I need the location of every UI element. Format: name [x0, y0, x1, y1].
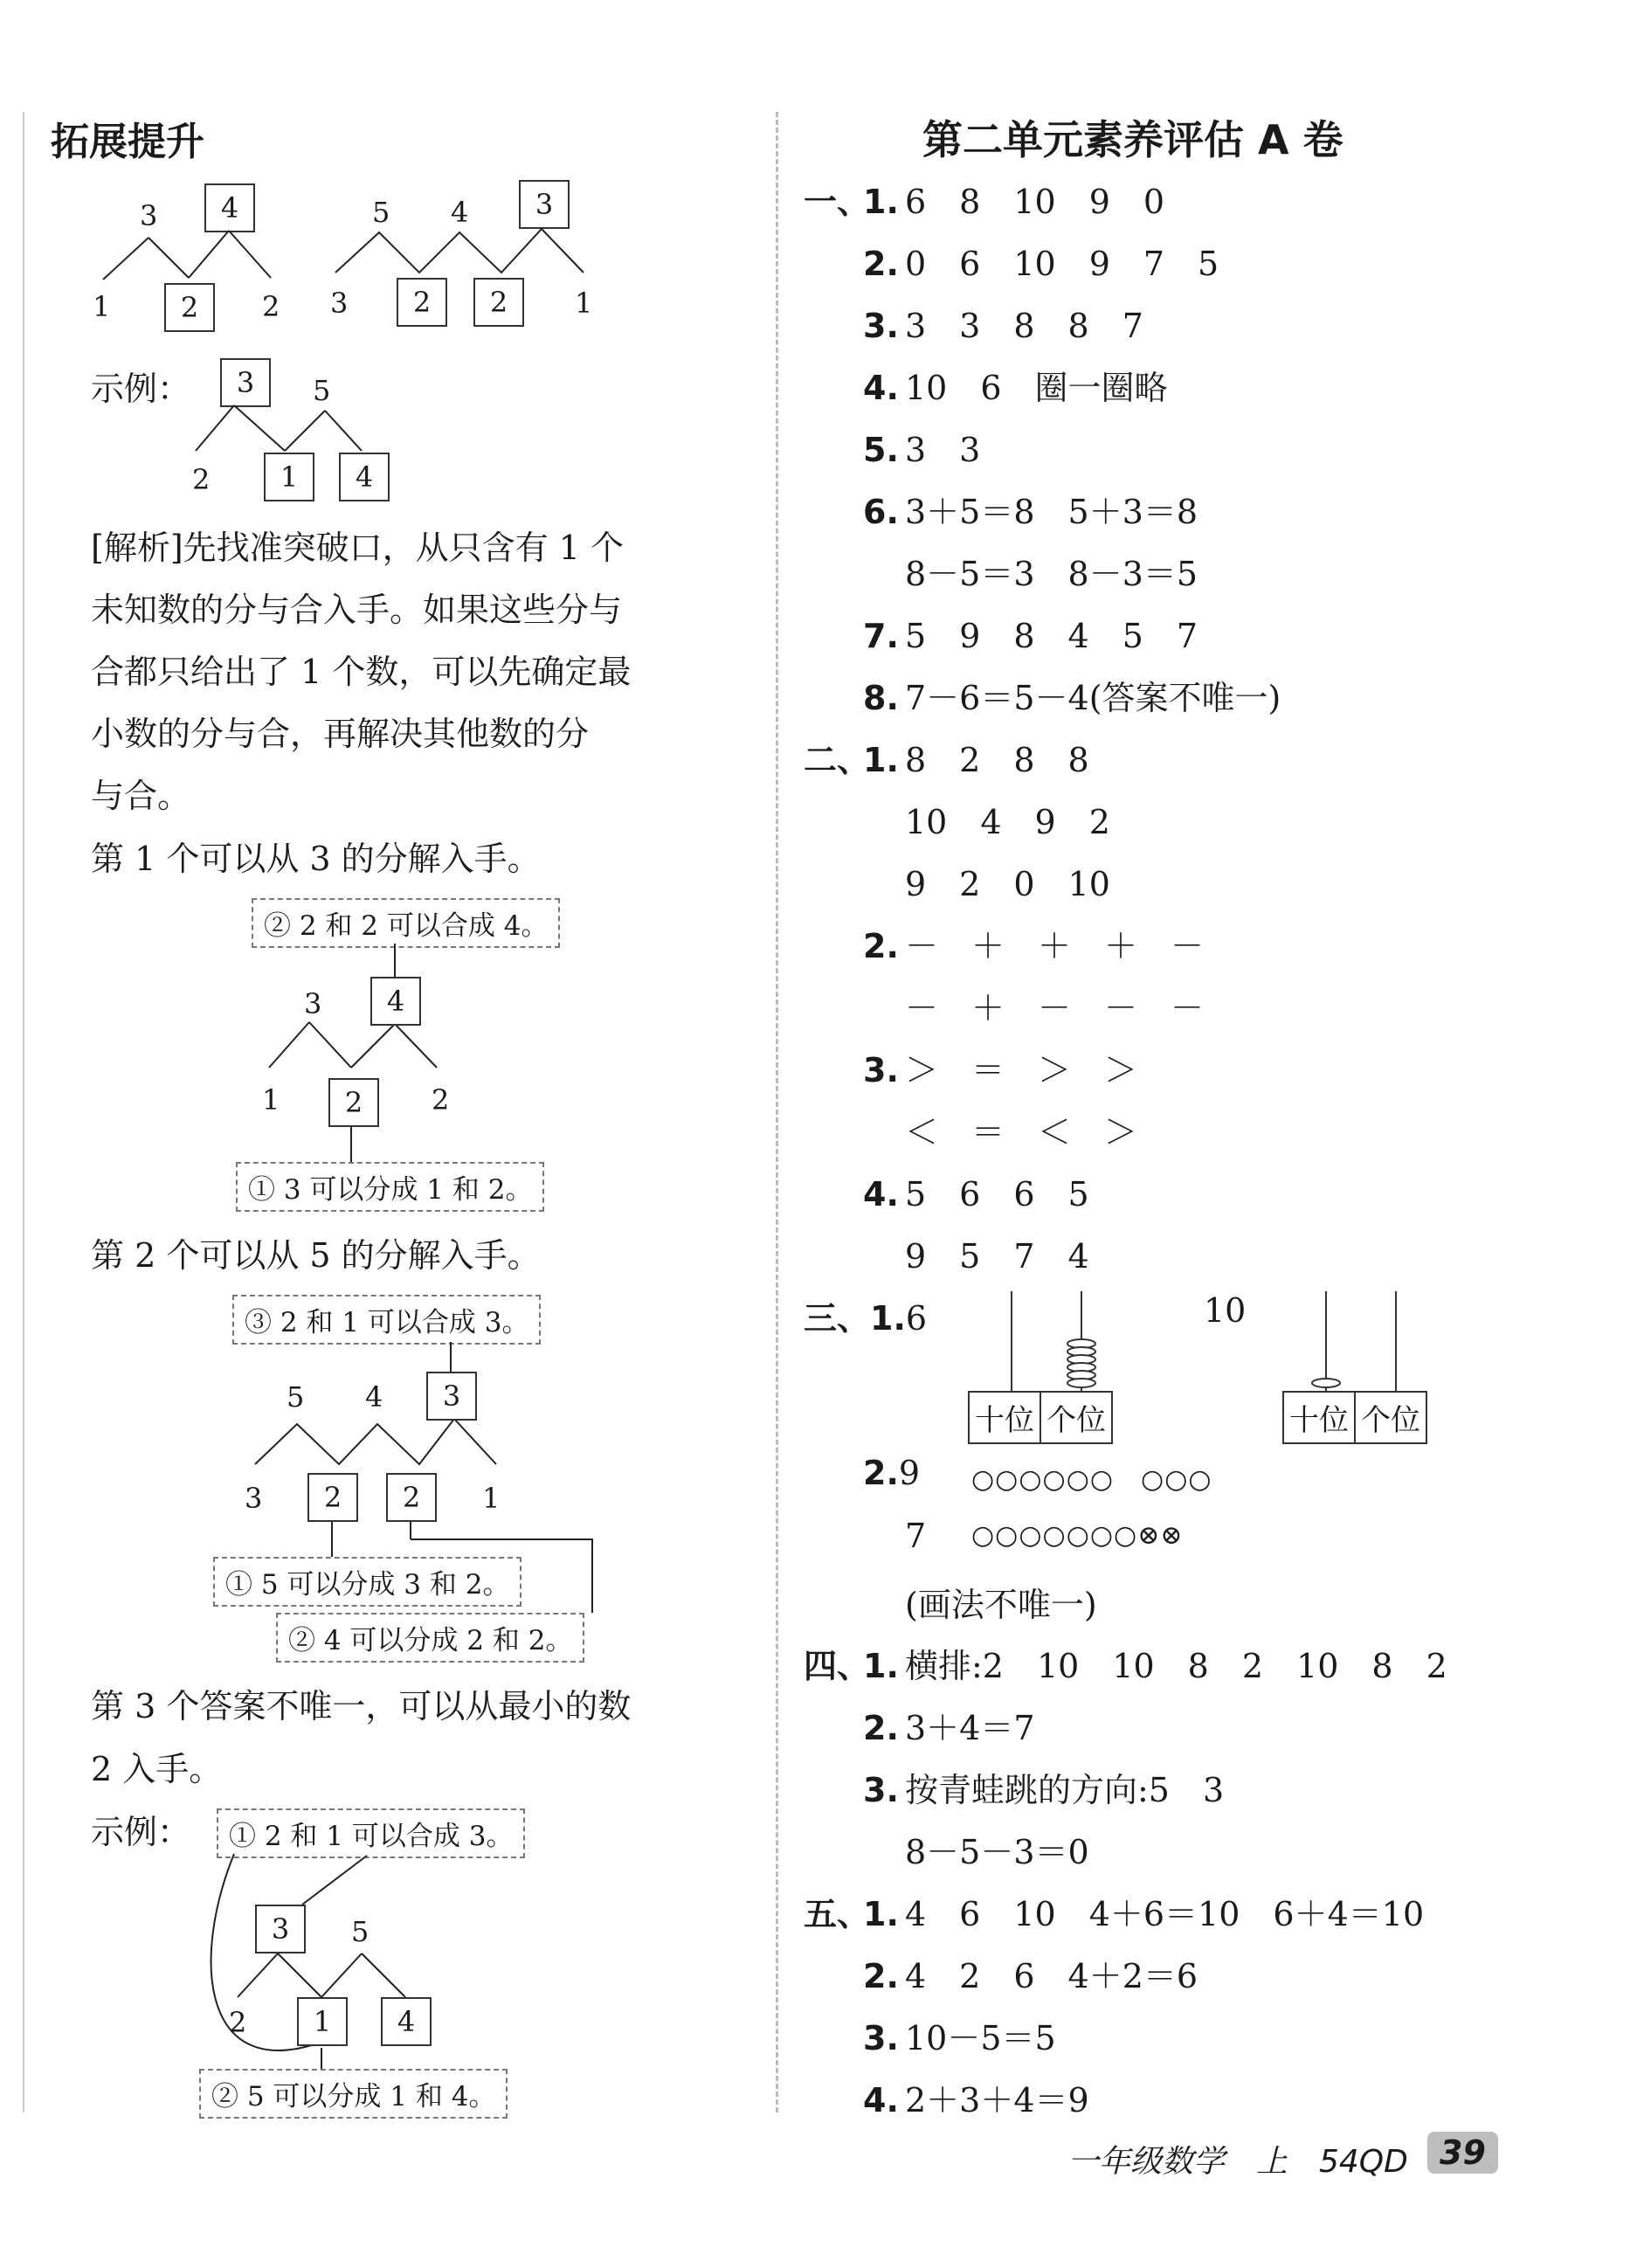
callout: ① 3 可以分成 1 和 2。	[236, 1162, 544, 1212]
page-number: 39	[1427, 2132, 1498, 2174]
tree-box: 2	[307, 1473, 358, 1522]
answer-line: 3. 按青蛙跳的方向:5 3	[863, 1771, 1225, 1809]
analysis-paragraph: [解析]先找准突破口，从只含有 1 个 未知数的分与合入手。如果这些分与 合都只给出了 1 个数，可以先确定最 小数的分与合，再解决其他数的分 与合。	[91, 529, 632, 815]
footer-text: 一年级数学 上 54QD	[1067, 2144, 1408, 2180]
callout: ③ 2 和 1 可以合成 3。	[232, 1295, 541, 1345]
tree-box: 4	[339, 453, 390, 501]
tree-box: 4	[204, 183, 255, 232]
tree-box: 3	[220, 358, 271, 407]
tree-box: 3	[426, 1372, 477, 1421]
page-title: 第二单元素养评估 A 卷	[922, 116, 1343, 163]
answer-line: ＜ ＝ ＜ ＞	[905, 1113, 1138, 1151]
answer-line: 9 5 7 4	[905, 1237, 1089, 1276]
tree-box: 4	[381, 1997, 432, 2046]
answer-line: 8. 7－6＝5－4(答案不唯一)	[863, 679, 1281, 717]
part-2-intro: 第 2 个可以从 5 的分解入手。	[91, 1236, 541, 1275]
part-3-intro: 第 3 个答案不唯一，可以从最小的数	[91, 1687, 632, 1725]
tree-box: 1	[264, 453, 314, 501]
tree-box: 3	[519, 180, 570, 229]
left-margin-line	[23, 112, 24, 2112]
tree-box: 2	[397, 278, 447, 327]
answer-line: 五、1. 4 6 10 4＋6＝10 6＋4＝10	[804, 1895, 1425, 1933]
tree-box: 3	[255, 1905, 306, 1953]
tree-box: 1	[297, 1997, 348, 2046]
callout: ② 2 和 2 可以合成 4。	[252, 898, 560, 948]
answer-line: 2. 3＋4＝7	[863, 1709, 1035, 1747]
answer-line: 5. 3 3	[863, 431, 981, 469]
callout: ① 2 和 1 可以合成 3。	[217, 1808, 525, 1858]
tree-box: 2	[473, 278, 524, 327]
callout: ② 5 可以分成 1 和 4。	[199, 2069, 508, 2119]
place-value-table-1: 十位 个位	[968, 1391, 1113, 1444]
column-divider	[776, 112, 778, 2112]
answer-line: － ＋ － － －	[905, 989, 1205, 1027]
part-3-intro: 2 入手。	[91, 1750, 223, 1788]
tree-box: 2	[386, 1473, 437, 1522]
answer-line: 6. 3＋5＝8 5＋3＝8	[863, 493, 1198, 531]
answer-line: 3. 10－5＝5	[863, 2019, 1056, 2057]
place-value-table-2: 十位 个位	[1282, 1391, 1427, 1444]
tree-box: 2	[164, 283, 215, 332]
answer-line: 8－5－3＝0	[905, 1833, 1089, 1871]
answer-line: 3. 3 3 8 8 7	[863, 307, 1143, 345]
answer-line: 四、1. 横排:2 10 10 8 2 10 8 2	[804, 1647, 1447, 1685]
answer-line: 2. 0 6 10 9 7 5	[863, 245, 1219, 283]
answer-line: 4. 5 6 6 5	[863, 1175, 1089, 1214]
answer-line: 2. － ＋ ＋ ＋ －	[863, 927, 1205, 965]
answer-line: 3. ＞ ＝ ＞ ＞	[863, 1051, 1138, 1089]
answer-line: 4. 10 6 圈一圈略	[863, 369, 1168, 407]
answer-line: 2. 4 2 6 4＋2＝6	[863, 1957, 1198, 1995]
callout: ① 5 可以分成 3 和 2。	[213, 1557, 521, 1607]
answer-line: 7. 5 9 8 4 5 7	[863, 617, 1198, 655]
tree-box: 4	[370, 977, 421, 1026]
answer-line: 10 4 9 2	[905, 803, 1110, 841]
answer-line: 二、1. 8 2 8 8	[804, 741, 1089, 779]
tree-box: 2	[328, 1078, 379, 1127]
part-1-intro: 第 1 个可以从 3 的分解入手。	[91, 840, 541, 878]
callout: ② 4 可以分成 2 和 2。	[276, 1613, 584, 1663]
section-heading: 拓展提升	[51, 120, 204, 164]
abacus-1	[0, 0, 1, 1]
answer-line: 8－5＝3 8－3＝5	[905, 555, 1198, 593]
answer-line: 一、1. 6 8 10 9 0	[804, 183, 1165, 221]
answer-line: 9 2 0 10	[905, 865, 1110, 903]
answer-line: 4. 2＋3＋4＝9	[863, 2081, 1089, 2119]
example-label: 示例：	[91, 1813, 191, 1851]
